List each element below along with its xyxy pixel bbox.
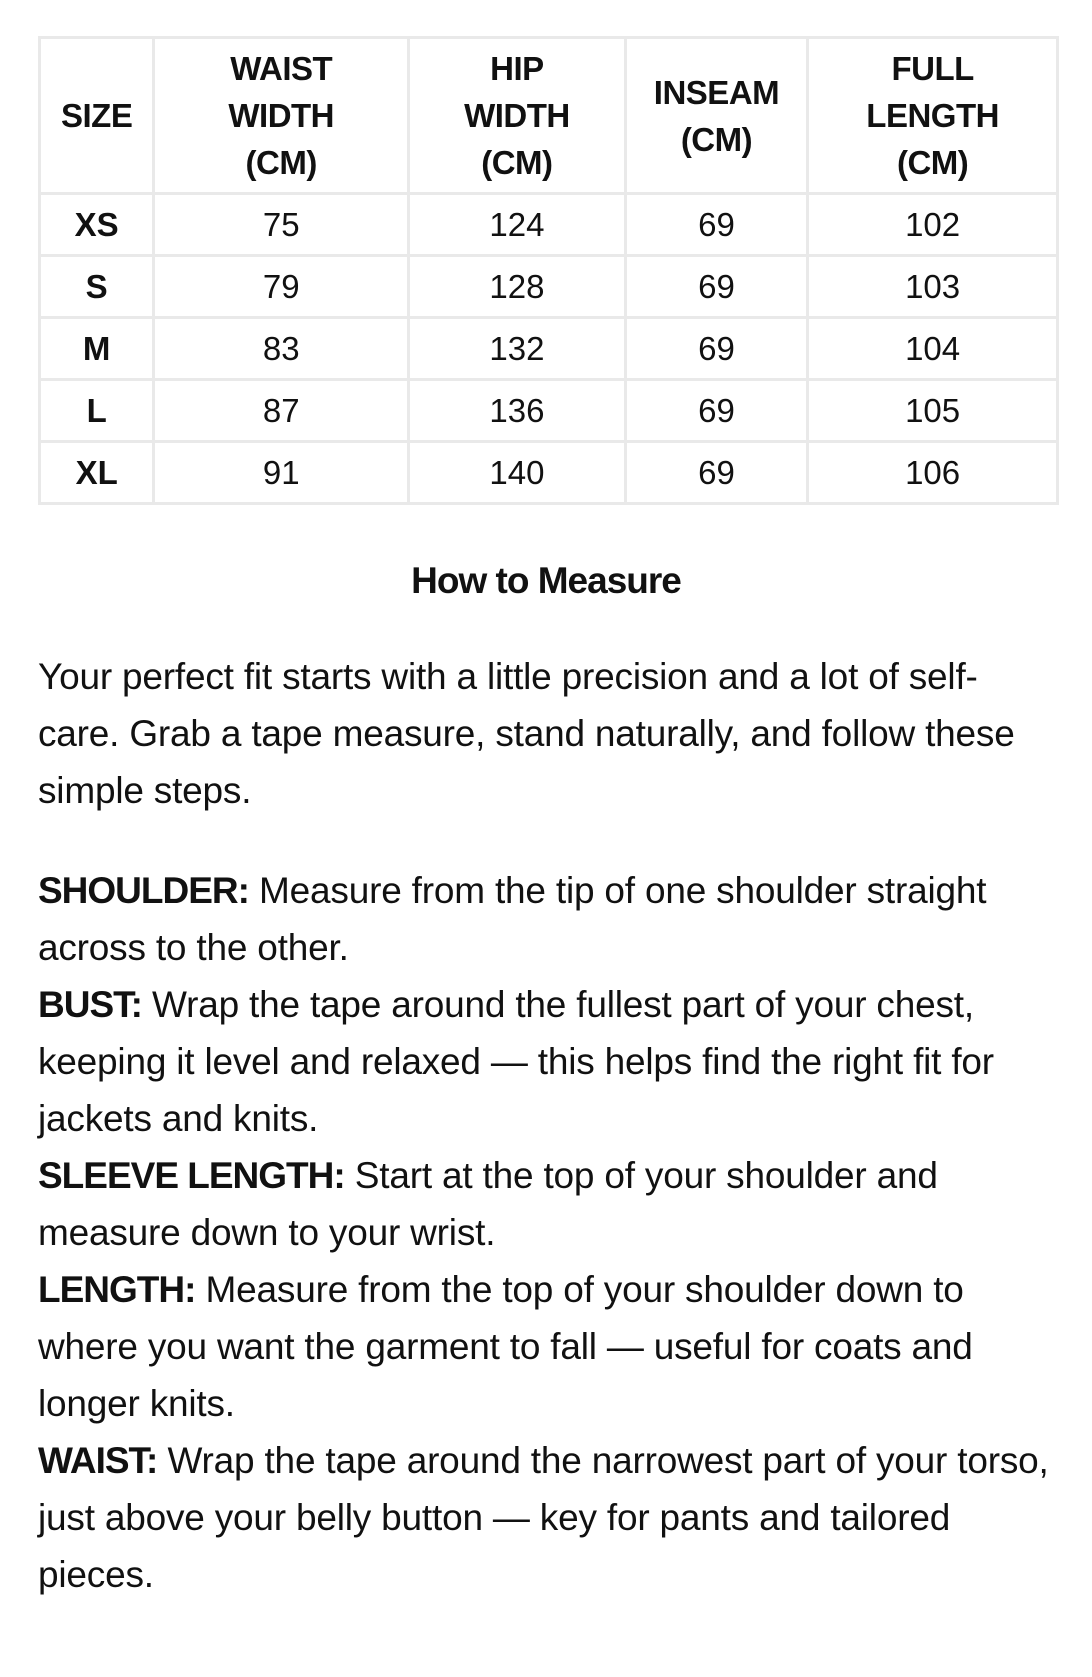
step-shoulder	[38, 862, 1058, 976]
header-inseam: INSEAM (CM)	[625, 38, 808, 194]
step-waist	[38, 1432, 1058, 1603]
inseam-cell: 69	[625, 442, 808, 504]
length-cell: 106	[808, 442, 1058, 504]
hip-cell: 140	[409, 442, 626, 504]
header-waist-width: WAIST WIDTH (CM)	[154, 38, 409, 194]
how-to-measure-title: How to Measure	[411, 560, 681, 601]
step-text: Start at the top of your shoulder and measure down to your wrist.	[38, 1155, 938, 1253]
size-cell: XL	[40, 442, 154, 504]
size-chart-table	[38, 36, 1059, 505]
header-full-length: FULL LENGTH (CM)	[808, 38, 1058, 194]
measurement-steps	[38, 862, 1058, 1603]
table-row	[40, 194, 1058, 256]
waist-cell: 91	[154, 442, 409, 504]
step-term: LENGTH:	[38, 1269, 196, 1310]
table-row	[40, 256, 1058, 318]
hip-cell: 132	[409, 318, 626, 380]
length-cell: 104	[808, 318, 1058, 380]
inseam-cell: 69	[625, 256, 808, 318]
inseam-cell: 69	[625, 380, 808, 442]
step-bust	[38, 976, 1058, 1147]
step-sleeve-length	[38, 1147, 1058, 1261]
table-row	[40, 442, 1058, 504]
how-to-measure-intro: Your perfect fit starts with a little precision and a lot of self-care. Grab a tape measure, stand naturally, and follow these simple steps.	[38, 656, 1015, 811]
header-size: SIZE	[40, 38, 154, 194]
size-cell: L	[40, 380, 154, 442]
hip-cell: 124	[409, 194, 626, 256]
table-header-row	[40, 38, 1058, 194]
step-length	[38, 1261, 1058, 1432]
size-cell: S	[40, 256, 154, 318]
inseam-cell: 69	[625, 194, 808, 256]
size-cell: XS	[40, 194, 154, 256]
step-text: Measure from the top of your shoulder down to where you want the garment to fall — useful for coats and longer knits.	[38, 1269, 973, 1424]
waist-cell: 87	[154, 380, 409, 442]
inseam-cell: 69	[625, 318, 808, 380]
length-cell: 105	[808, 380, 1058, 442]
length-cell: 102	[808, 194, 1058, 256]
step-text: Measure from the tip of one shoulder straight across to the other.	[38, 870, 987, 968]
step-text: Wrap the tape around the narrowest part of your torso, just above your belly button — key for pants and tailored pieces.	[38, 1440, 1049, 1595]
step-term: WAIST:	[38, 1440, 158, 1481]
header-hip-width: HIP WIDTH (CM)	[409, 38, 626, 194]
waist-cell: 75	[154, 194, 409, 256]
hip-cell: 128	[409, 256, 626, 318]
size-cell: M	[40, 318, 154, 380]
length-cell: 103	[808, 256, 1058, 318]
table-row	[40, 318, 1058, 380]
hip-cell: 136	[409, 380, 626, 442]
step-term: BUST:	[38, 984, 142, 1025]
table-row	[40, 380, 1058, 442]
step-text: Wrap the tape around the fullest part of your chest, keeping it level and relaxed — this helps find the right fit for jackets and knits.	[38, 984, 994, 1139]
waist-cell: 83	[154, 318, 409, 380]
waist-cell: 79	[154, 256, 409, 318]
step-term: SHOULDER:	[38, 870, 249, 911]
step-term: SLEEVE LENGTH:	[38, 1155, 345, 1196]
